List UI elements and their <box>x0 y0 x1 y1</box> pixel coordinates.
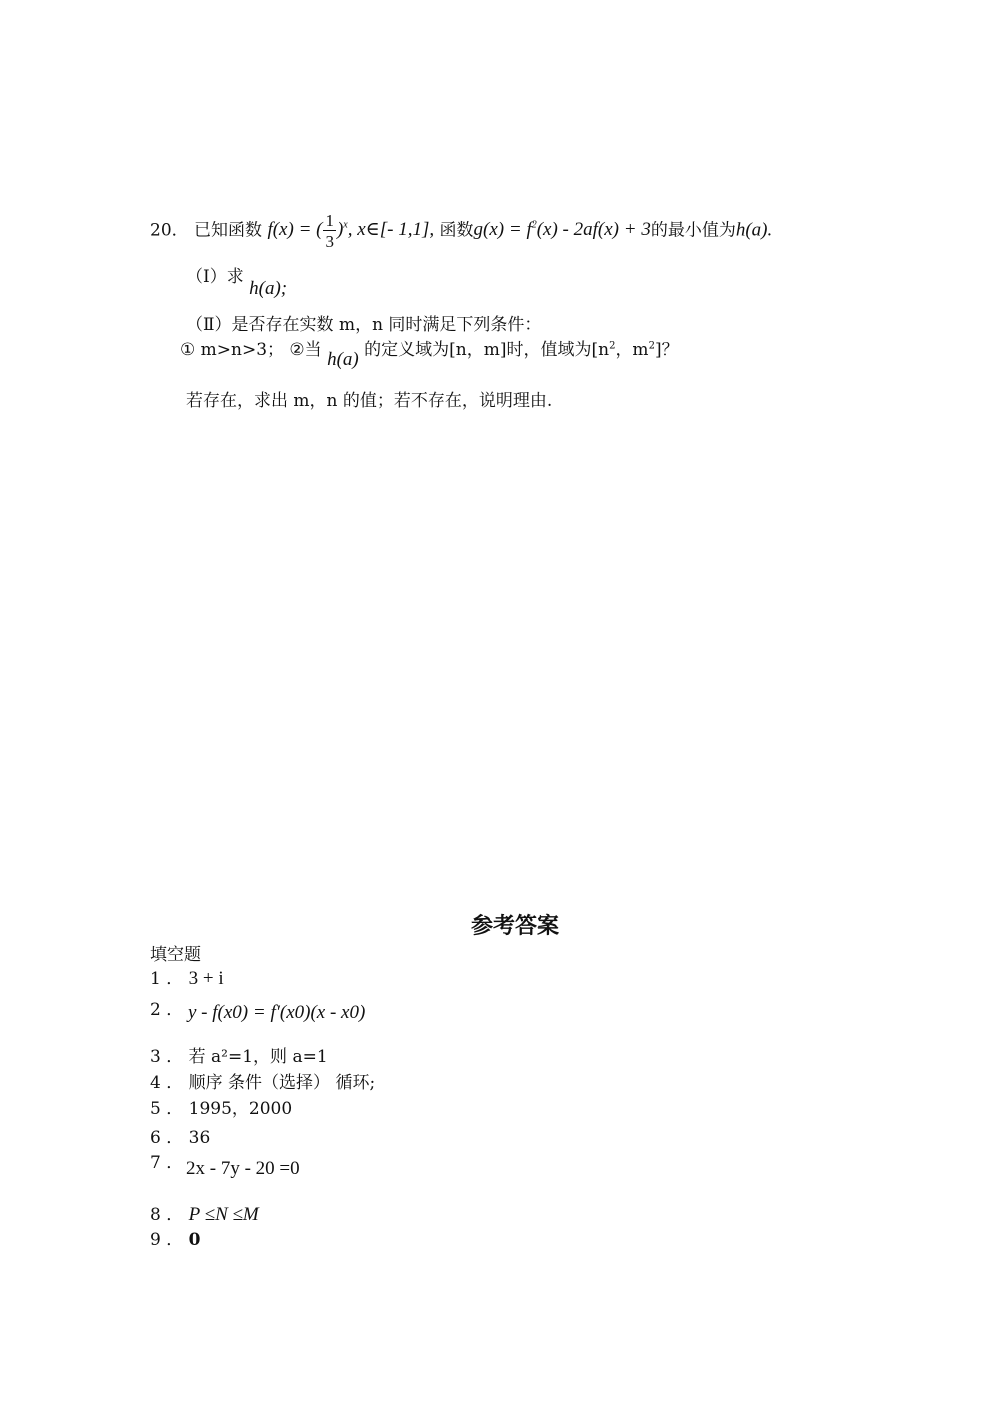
answer-item-9: 9 ． 0 <box>150 1230 201 1250</box>
answer-item-3: 3 ． 若 a²=1，则 a=1 <box>150 1047 328 1067</box>
problem-number: 20． <box>150 220 189 241</box>
condition-2: 的定义域为[n，m]时，值域为[$n^2$，$m^2$]？ <box>364 340 679 360</box>
condition-1: ① m>n>3； ②当 <box>180 340 322 360</box>
answer-item-6: 6 ． 36 <box>150 1128 211 1148</box>
answer-2-formula: y - f(x0) = f′(x0)(x - x0) <box>188 1002 366 1023</box>
problem-intro: 已知函数 <box>194 220 263 241</box>
answer-item-4: 4 ． 顺序 条件（选择） 循环; <box>150 1073 376 1093</box>
answer-item-8: 8 ． P ≤N ≤M <box>150 1204 259 1225</box>
part-2-conditions <box>180 335 679 370</box>
answer-item-1: 1 ． 3 + i <box>150 968 224 989</box>
part-1 <box>186 262 288 299</box>
fraction: $\frac{1}{3}$ <box>325 211 334 251</box>
part-2-label: （Ⅱ）是否存在实数 m，n 同时满足下列条件： <box>186 315 542 335</box>
condition-expression: h(a) <box>327 349 359 370</box>
problem-statement <box>150 212 772 250</box>
conclusion: 若存在，求出 m，n 的值；若不存在，说明理由. <box>186 391 553 411</box>
answers-heading: 参考答案 <box>471 914 560 939</box>
f-definition: f(x) = ( $\frac{1}{3}$ )$^x$, x∈[- 1,1], <box>267 211 435 251</box>
part-1-label: （Ⅰ）求 <box>186 267 244 287</box>
answer-item-7: 7 ． <box>150 1153 184 1173</box>
min-text: 的最小值为 <box>650 220 736 241</box>
answer-item-2: 2 ． <box>150 1000 184 1020</box>
g-definition: $g(x) = f^2(x) - 2af(x) + 3$ <box>473 219 651 241</box>
answer-item-5: 5 ． 1995，2000 <box>150 1099 293 1119</box>
section-label: 填空题 <box>150 945 201 965</box>
part-1-expression: h(a); <box>249 278 288 299</box>
g-intro: 函数 <box>439 220 474 241</box>
answer-7-formula: 2x - 7y - 20 =0 <box>186 1158 300 1179</box>
h-a-expression: h(a). <box>735 219 773 241</box>
